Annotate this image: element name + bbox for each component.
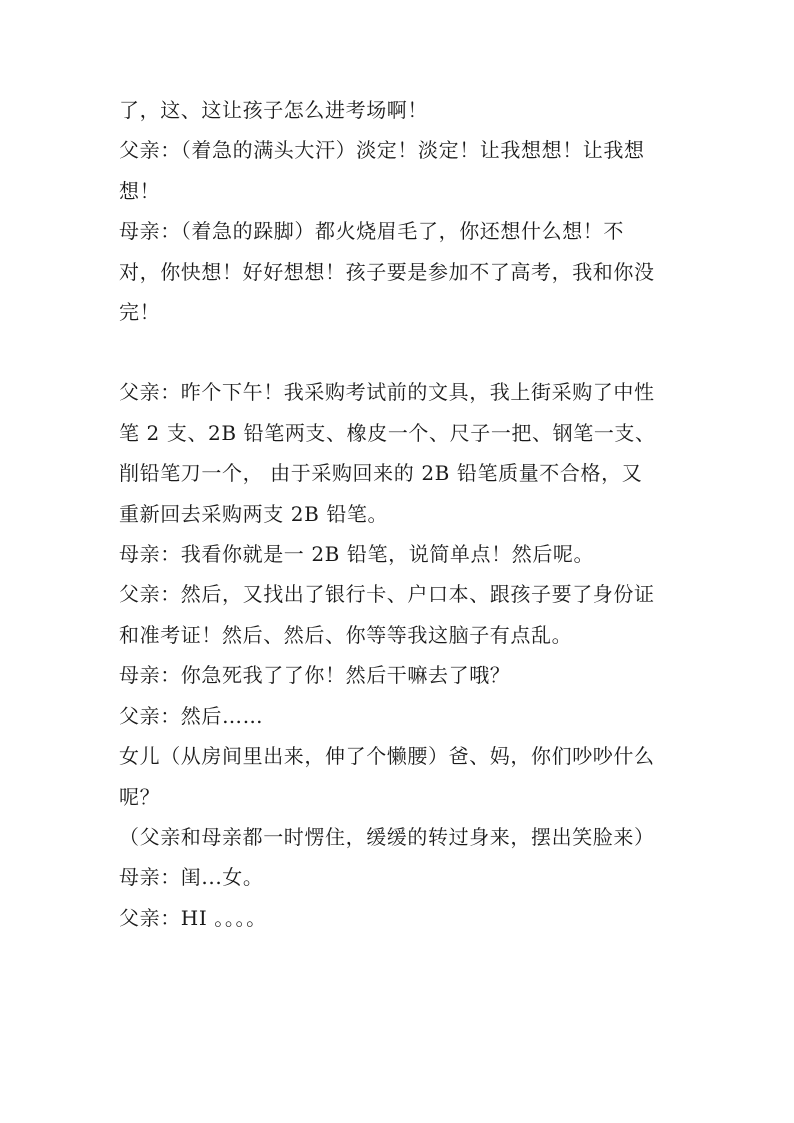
script-line-mother: 母亲：（着急的跺脚）都火烧眉毛了，你还想什么想！不对，你快想！好好想想！孩子要是参加不了高考，我和你没完！ — [119, 219, 655, 325]
stage-direction: （父亲和母亲都一时愣住，缓缓的转过身来，摆出笑脸来） — [119, 824, 655, 849]
script-line-father: 父亲：（着急的满头大汗）淡定！淡定！让我想想！让我想想！ — [119, 138, 645, 203]
script-line-mother: 母亲：闺...女。 — [119, 865, 264, 890]
script-line-father: 父亲：然后…… — [119, 703, 264, 728]
script-line-continuation: 了，这、这让孩子怎么进考场啊！ — [119, 98, 428, 122]
paragraph-gap — [119, 332, 659, 372]
script-line-father: 父亲：HI 。。。。 — [119, 905, 267, 930]
script-line-father: 父亲：昨个下午！我采购考试前的文具，我上街采购了中性笔 2 支、2B 铅笔两支、橡皮一个、尺子一把、钢笔一支、削铅笔刀一个， 由于采购回来的 2B 铅笔质量不合格，又重新回去采购两支 2B 铅笔。 — [119, 380, 656, 526]
script-line-father: 父亲：然后，又找出了银行卡、户口本、跟孩子要了身份证和准考证！然后、然后、你等等我这脑子有点乱。 — [119, 582, 655, 647]
script-line-daughter: 女儿（从房间里出来，伸了个懒腰）爸、妈，你们吵吵什么呢？ — [119, 744, 655, 809]
script-line-mother: 母亲：我看你就是一 2B 铅笔，说简单点！然后呢。 — [119, 542, 595, 567]
script-line-mother: 母亲：你急死我了了你！然后干嘛去了哦？ — [119, 663, 511, 688]
script-text — [119, 90, 659, 938]
